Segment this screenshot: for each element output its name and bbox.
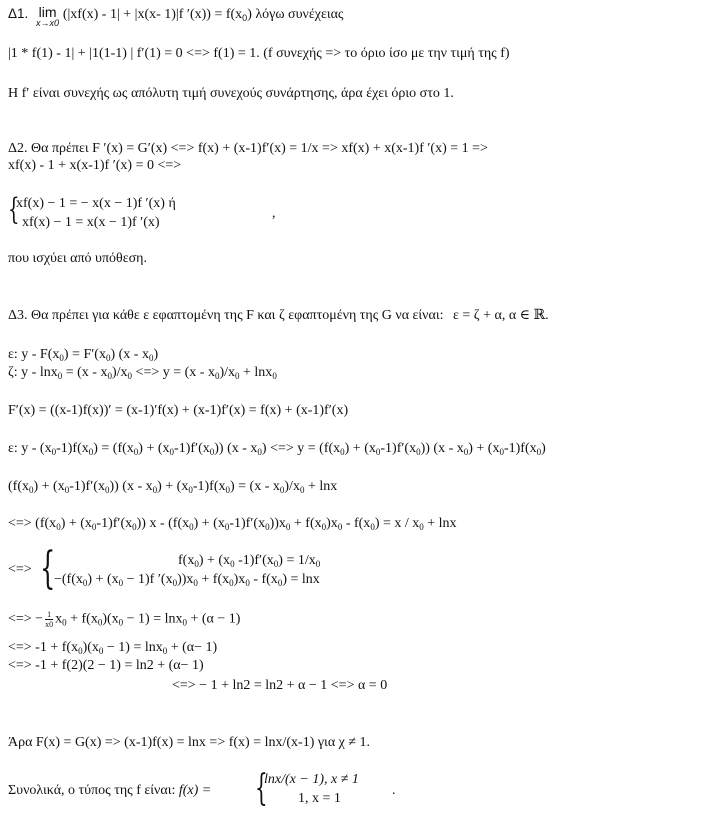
d3-system-row2: $-(f(x_0) + (x_0 - 1)f$ $'(x_0))x_0 + f(x_0)x_0 - f(x_0) = \ln x$ <box>54 572 320 588</box>
d3-step4: <=> − 1 + ln2 = ln2 + α − 1 <=> α = 0 <box>172 678 388 693</box>
d2-system-row2: xf(x) − 1 = x(x − 1)f ′(x) <box>22 215 160 230</box>
d3-step3: <=> -1 + f(2)(2 − 1) = ln2 + (α− 1) <box>8 658 204 673</box>
d1-label: Δ1. <box>8 6 29 21</box>
d3-conclusion1: Άρα F(x) = G(x) => (x-1)f(x) = lnx => f(x) = lnx/(x-1) για χ ≠ 1. <box>8 735 371 750</box>
piecewise-brace: { <box>255 768 268 809</box>
d2-system-row1: xf(x) − 1 = − x(x − 1)f ′(x) ή <box>16 196 176 211</box>
d2-system-comma: , <box>272 206 276 221</box>
d3-equality-expanded: <=> $(f(x_0) + (x_0-1)f'(x_0))$ $x - (f(x_0) + (x_0-1)f'(x_0))x_0 + f(x_0)x_0 - f(x_0) = x / x_0 + \ln x$ <box>8 516 457 532</box>
d3-equality-all-x: $(f(x_0) + (x_0-1)f'(x_0))$ $(x - x_0) + (x_0-1)f(x_0) = (x - x_0)/x_0 + \ln x$ <box>8 479 338 495</box>
d3-conclusion2: Συνολικά, ο τύπος της f είναι: f(x) = <box>8 783 212 798</box>
d3-step2: <=> $-1 + f(x_0)(x_0 - 1) = \ln x_0 + (\alpha- 1)$ <box>8 640 218 656</box>
d1-line3: Η f′ είναι συνεχής ως απόλυτη τιμή συνεχούς συνάρτησης, άρα έχει όριο στο 1. <box>8 86 454 101</box>
d3-system-brace: { <box>40 543 56 594</box>
d2-system-brace: { <box>8 192 20 227</box>
d2-line1: Δ2. Θα πρέπει F ′(x) = G′(x) <=> f(x) + (x-1)f′(x) = 1/x => xf(x) + x(x-1)f ′(x) = 1 => <box>8 141 488 156</box>
piecewise-case2: 1, x = 1 <box>298 791 341 806</box>
d3-zeta-tangent: ζ: $y - \ln x_0 = (x - x_0)/x_0$ <=> $y = (x - x_0)/x_0 + \ln x_0$ <box>8 365 277 381</box>
piecewise-case1: lnx/(x − 1), x ≠ 1 <box>264 772 359 787</box>
limit-operator: lim x→x0 <box>36 4 60 28</box>
d3-system-prefix: <=> <box>8 562 32 577</box>
d3-eps-tangent: ε: $y - F(x_0) = F'(x_0)$ $(x - x_0)$ <box>8 347 159 363</box>
piecewise-period: . <box>392 783 396 798</box>
d2-line3: που ισχύει από υπόθεση. <box>8 251 147 266</box>
d2-line2: xf(x) - 1 + x(x-1)f ′(x) = 0 <=> <box>8 158 182 173</box>
d3-line1: Δ3. Θα πρέπει για κάθε ε εφαπτομένη της F και ζ εφαπτομένη της G να είναι: ε = ζ + α, α ∈ ℝ. <box>8 308 549 323</box>
d1-line2: |1 * f(1) - 1| + |1(1-1) | f′(1) = 0 <=> f(1) = 1. (f συνεχής => το όριο ίσο με την τιμή της f) <box>8 46 510 61</box>
fraction-one-over-x0: $\frac{1}{x0}$ <box>45 610 54 629</box>
d1-limit-line: Δ1. lim x→x0 (|xf(x) - 1| + |x(x- 1)|f $'(x)) = f(x_0)$ λόγω συνέχειας <box>8 4 344 28</box>
d3-eps-expanded: ε: $y - (x_0-1)f(x_0) = (f(x_0) + (x_0-1)f'(x_0))$ $(x - x_0)$ <=> $y = (f(x_0) + (x_0-1)f'(x_0))$ $(x - x_0) + (x_0-1)f(x_0)$ <box>8 441 546 457</box>
d3-F-derivative: F′(x) = ((x-1)f(x))′ = (x-1)′f(x) + (x-1)f′(x) = f(x) + (x-1)f′(x) <box>8 403 349 418</box>
d3-step1: <=> − $\frac{1}{x0}$ $x_0 + f(x_0)(x_0 - 1) = \ln x_0 + (\alpha - 1)$ <box>8 610 241 629</box>
d3-system-row1: $f(x_0) + (x_0$ $-1)f'(x_0) = 1/x_0$ <box>178 553 321 569</box>
